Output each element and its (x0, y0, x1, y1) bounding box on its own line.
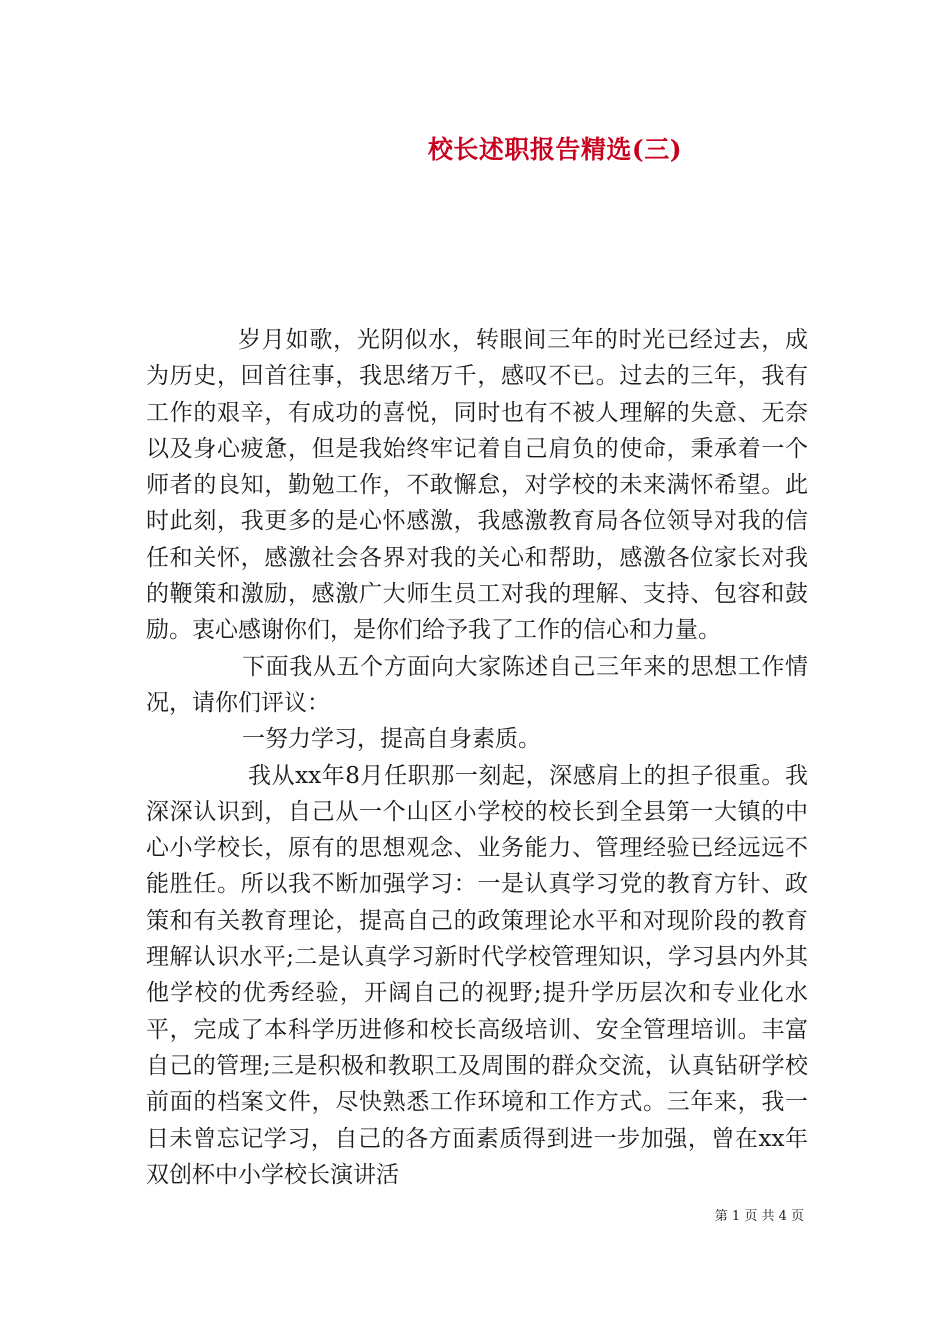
document-body (146, 322, 808, 1193)
page-number-footer: 第 1 页 共 4 页 (714, 1209, 804, 1224)
paragraph-intro: 岁月如歌，光阴似水，转眼间三年的时光已经过去，成为历史，回首往事，我思绪万千，感叹不已。过去的三年，我有工作的艰辛，有成功的喜悦，同时也有不被人理解的失意、无奈以及身心疲惫，但是我始终牢记着自己肩负的使命，秉承着一个师者的良知，勤勉工作，不敢懈怠，对学校的未来满怀希望。此时此刻，我更多的是心怀感激，我感激教育局各位领导对我的信任和关怀，感激社会各界对我的关心和帮助，感激各位家长对我的鞭策和激励，感激广大师生员工对我的理解、支持、包容和鼓励。衷心感谢你们，是你们给予我了工作的信心和力量。 (146, 327, 808, 644)
paragraph-study: 我从xx年8月任职那一刻起，深感肩上的担子很重。我深深认识到，自己从一个山区小学校的校长到全县第一大镇的中心小学校长，原有的思想观念、业务能力、管理经验已经远远不能胜任。所以我不断加强学习：一是认真学习党的教育方针、政策和有关教育理论，提高自己的政策理论水平和对现阶段的教育理解认识水平;二是认真学习新时代学校管理知识，学习县内外其他学校的优秀经验，开阔自己的视野;提升学历层次和专业化水平，完成了本科学历进修和校长高级培训、安全管理培训。丰富自己的管理;三是积极和教职工及周围的群众交流，认真钻研学校前面的档案文件，尽快熟悉工作环境和工作方式。三年来，我一日未曾忘记学习，自己的各方面素质得到进一步加强，曾在xx年双创杯中小学校长演讲活 (146, 762, 808, 1188)
paragraph-outline: 下面我从五个方面向大家陈述自己三年来的思想工作情况，请你们评议： (146, 653, 808, 716)
document-title: 校长述职报告精选(三) (427, 135, 683, 164)
section-heading-study: 一努力学习，提高自身素质。 (242, 726, 541, 753)
